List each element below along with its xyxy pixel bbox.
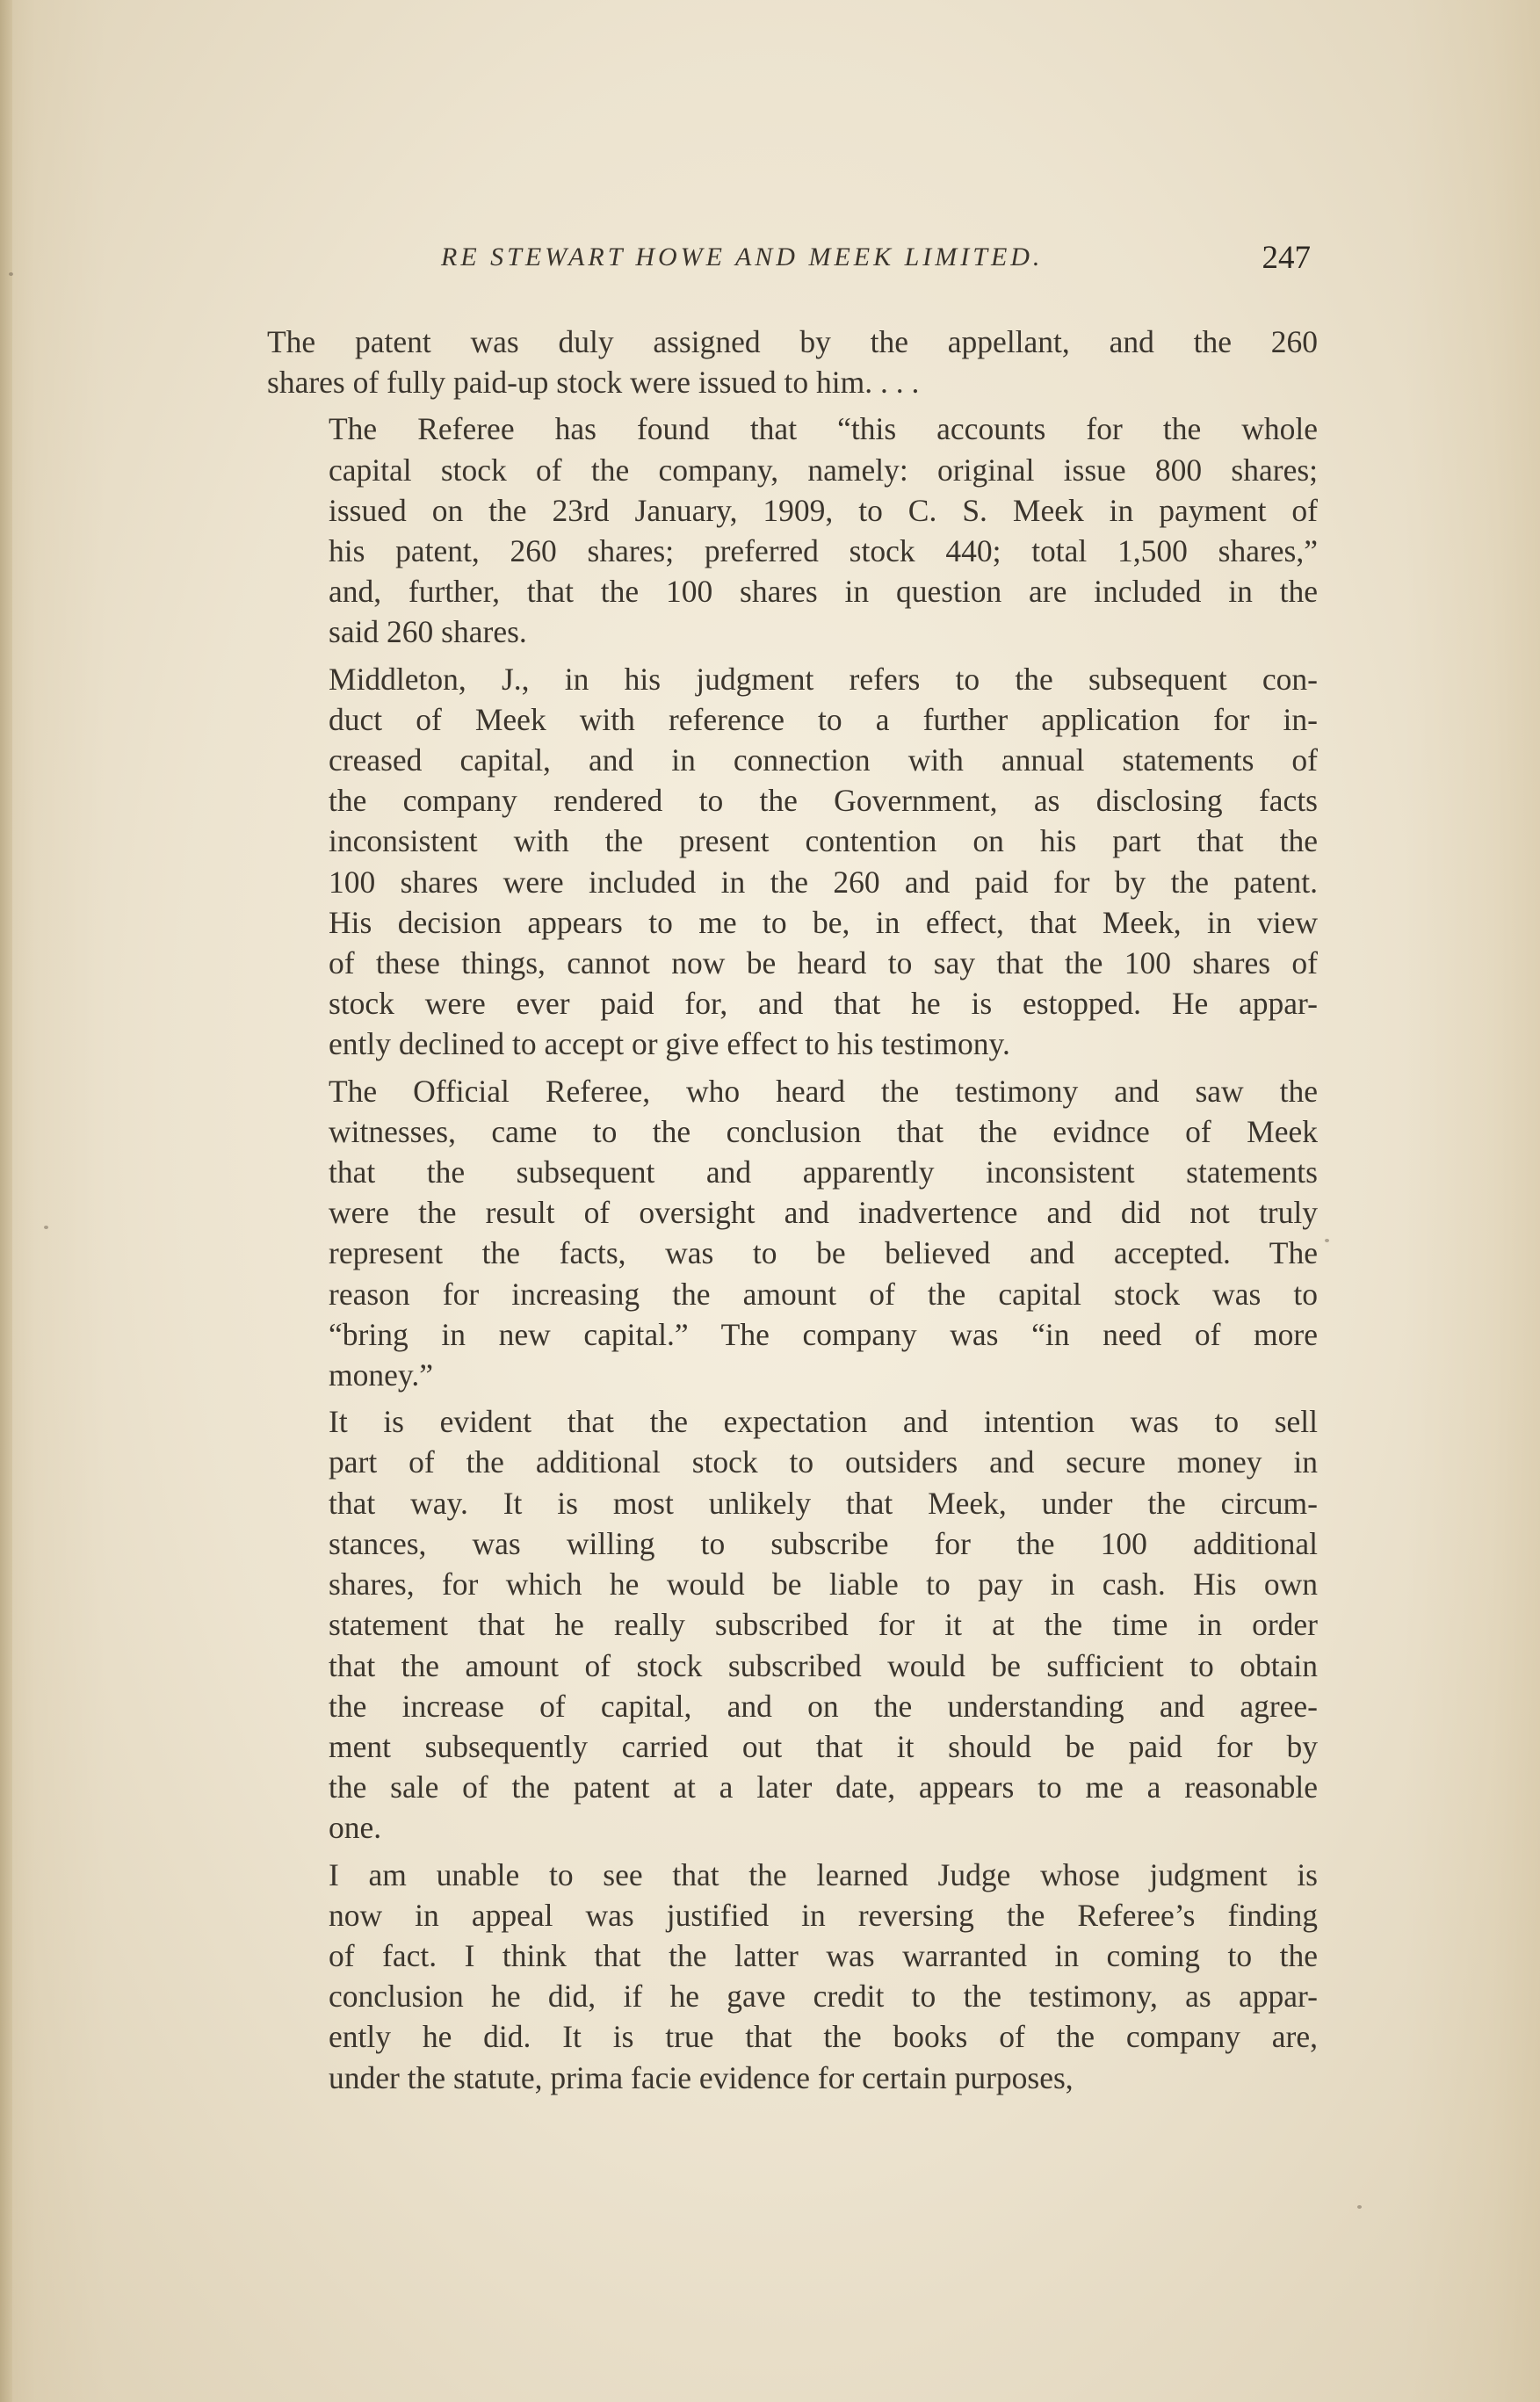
text-line: conclusion he did, if he gave credit to the testimony, as appar- [329, 1979, 1318, 2015]
text-line: statement that he really subscribed for it at the time in order [329, 1607, 1318, 1643]
paragraph [267, 1401, 1318, 1848]
paragraph [267, 409, 1318, 652]
text-line: 100 shares were included in the 260 and paid for by the patent. [329, 864, 1318, 900]
running-title: RE STEWART HOWE AND MEEK LIMITED. [441, 242, 1044, 271]
text-line: capital stock of the company, namely: original issue 800 shares; [329, 452, 1318, 488]
text-line: ment subsequently carried out that it should be paid for by [329, 1728, 1318, 1764]
text-line: were the result of oversight and inadvertence and did not truly [329, 1195, 1318, 1231]
text-line: shares, for which he would be liable to pay in cash. His own [329, 1566, 1318, 1603]
paragraph [267, 322, 1318, 402]
paragraph [267, 1071, 1318, 1396]
paper-speck [9, 272, 13, 276]
text-line: his patent, 260 shares; preferred stock 440; total 1,500 shares,” [329, 533, 1318, 569]
text-line: ently he did. It is true that the books of the company are, [329, 2019, 1318, 2055]
text-line: of these things, cannot now be heard to say that the 100 shares of [329, 945, 1318, 981]
text-line: under the statute, prima facie evidence for certain purposes, [329, 2059, 1074, 2095]
text-line: The Referee has found that “this accounts for the whole [329, 411, 1318, 447]
paragraph [267, 659, 1318, 1065]
text-line: stances, was willing to subscribe for the 100 additional [329, 1525, 1318, 1561]
text-line: part of the additional stock to outsiders and secure money in [329, 1444, 1318, 1480]
text-line: and, further, that the 100 shares in question are included in the [329, 574, 1318, 610]
text-line: witnesses, came to the conclusion that the evidnce of Meek [329, 1113, 1318, 1149]
text-line: now in appeal was justified in reversing the Referee’s finding [329, 1897, 1318, 1933]
text-line: The Official Referee, who heard the testimony and saw the [329, 1073, 1318, 1109]
text-line: His decision appears to me to be, in effect, that Meek, in view [329, 904, 1318, 940]
text-line: the sale of the patent at a later date, appears to me a reasonable [329, 1769, 1318, 1805]
text-line: of fact. I think that the latter was warranted in coming to the [329, 1937, 1318, 1973]
text-line: inconsistent with the present contention on his part that the [329, 823, 1318, 859]
page-number: 247 [1262, 240, 1311, 276]
running-head [265, 242, 1311, 286]
text-line: issued on the 23rd January, 1909, to C. S. Meek in payment of [329, 492, 1318, 528]
body-text [267, 322, 1318, 2104]
text-line: the company rendered to the Government, as disclosing facts [329, 783, 1318, 819]
text-line: money.” [329, 1357, 433, 1393]
text-line: that way. It is most unlikely that Meek, under the circum- [329, 1485, 1318, 1521]
text-line: duct of Meek with reference to a further application for in- [329, 701, 1318, 737]
text-line: that the subsequent and apparently inconsistent statements [329, 1154, 1318, 1190]
text-line: the increase of capital, and on the understanding and agree- [329, 1688, 1318, 1724]
text-line: I am unable to see that the learned Judge whose judgment is [329, 1856, 1318, 1892]
text-line: that the amount of stock subscribed would be sufficient to obtain [329, 1647, 1318, 1683]
text-line: Middleton, J., in his judgment refers to the subsequent con- [329, 661, 1318, 697]
paper-speck [44, 1226, 48, 1229]
paper-speck [1325, 1239, 1329, 1242]
text-line: shares of fully paid-up stock were issued to him. . . . [267, 365, 920, 401]
text-line: creased capital, and in connection with annual statements of [329, 742, 1318, 778]
text-line: “bring in new capital.” The company was “in need of more [329, 1316, 1318, 1352]
text-line: represent the facts, was to be believed and accepted. The [329, 1235, 1318, 1271]
text-line: It is evident that the expectation and intention was to sell [329, 1404, 1318, 1440]
text-line: ently declined to accept or give effect to his testimony. [329, 1026, 1010, 1062]
text-line: said 260 shares. [329, 614, 527, 650]
text-line: reason for increasing the amount of the capital stock was to [329, 1276, 1318, 1312]
paper-speck [1357, 2205, 1362, 2209]
text-line: The patent was duly assigned by the appellant, and the 260 [267, 324, 1318, 359]
page-edge-shadow [0, 0, 12, 2402]
paragraph [267, 1855, 1318, 2098]
text-line: one. [329, 1810, 382, 1846]
text-line: stock were ever paid for, and that he is estopped. He appar- [329, 986, 1318, 1022]
